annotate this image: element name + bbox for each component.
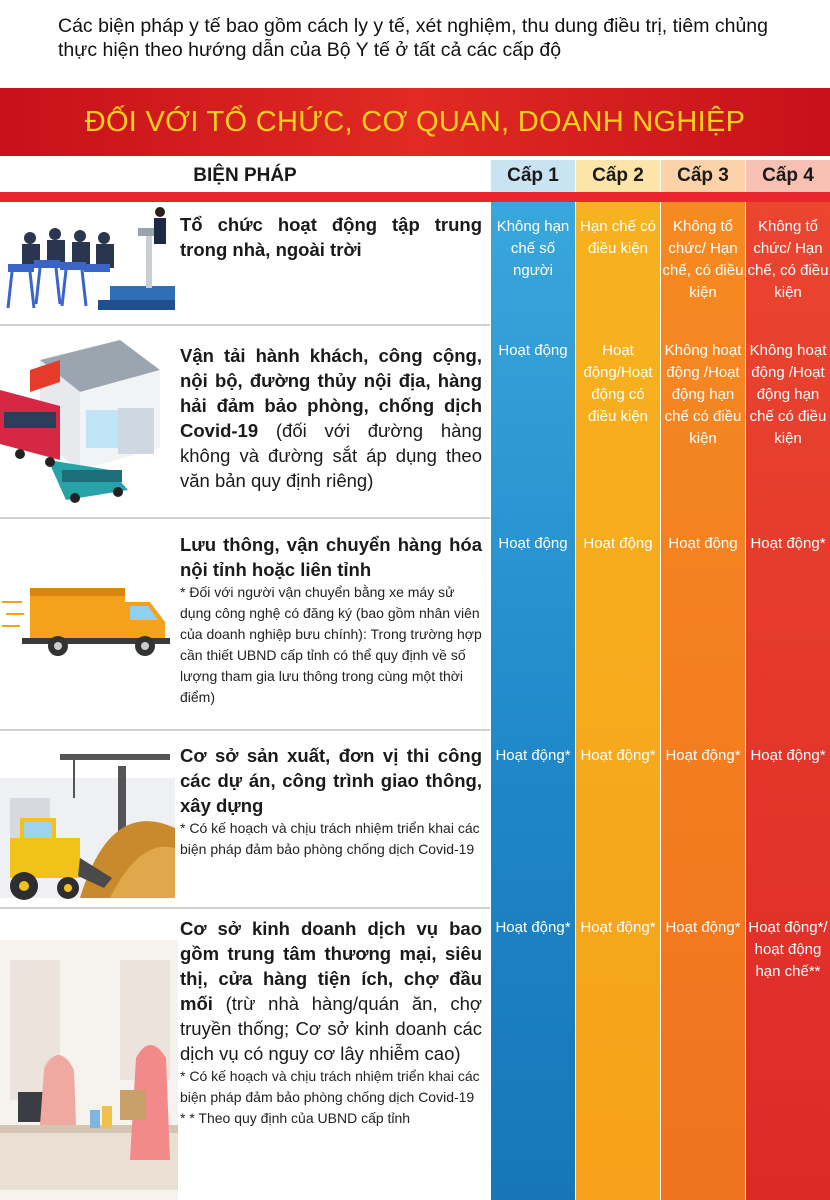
delivery-truck-illustration bbox=[0, 580, 175, 660]
level-4-header: Cấp 4 bbox=[746, 160, 830, 192]
row-5-level-3: Hoạt động* bbox=[665, 919, 741, 936]
level-2-header: Cấp 2 bbox=[576, 160, 660, 192]
row-3-level-2: Hoạt động bbox=[583, 535, 653, 552]
row-4-note: * Có kế hoạch và chịu trách nhiệm triển khai các biện pháp đảm bảo phòng chống dịch Covid-19 bbox=[180, 820, 480, 857]
banner-title: ĐỐI VỚI TỔ CHỨC, CƠ QUAN, DOANH NGHIỆP bbox=[84, 105, 746, 138]
row-2-detail: (đối với đường hàng không và đường sắt áp dụng theo văn bản quy định riêng) bbox=[180, 420, 482, 491]
row-3-level-1: Hoạt động bbox=[498, 535, 568, 552]
row-4-level-1: Hoạt động* bbox=[495, 747, 571, 764]
store-illustration bbox=[0, 920, 178, 1200]
row-5-level-1: Hoạt động* bbox=[495, 919, 571, 936]
construction-illustration bbox=[0, 738, 175, 903]
row-5-level-4: Hoạt động*/ hoạt động hạn chế** bbox=[748, 919, 828, 980]
row-4-level-2: Hoạt động* bbox=[580, 747, 656, 764]
row-2-level-4: Không hoạt động /Hoạt động hạn chế có điều kiện bbox=[749, 342, 827, 447]
row-3-title: Lưu thông, vận chuyển hàng hóa nội tỉnh hoặc liên tỉnh bbox=[180, 534, 482, 580]
row-1-description bbox=[180, 212, 482, 262]
row-2-level-2: Hoạt động/Hoạt động có điều kiện bbox=[583, 342, 653, 425]
row-5-detail: (trừ nhà hàng/quán ăn, chợ truyền thống; Cơ sở kinh doanh các dịch vụ có nguy cơ lây nhiễm cao) bbox=[180, 993, 482, 1064]
row-2-description bbox=[180, 343, 482, 493]
row-5-level-2: Hoạt động* bbox=[580, 919, 656, 936]
row-3-description bbox=[180, 532, 482, 708]
row-4-title: Cơ sở sản xuất, đơn vị thi công các dự án, công trình giao thông, xây dựng bbox=[180, 745, 482, 816]
row-3-note: * Đối với người vận chuyển bằng xe máy sử dụng công nghệ có đăng ký (bao gồm nhân viên của doanh nghiệp bưu chính): Trong trường hợp cần thiết UBND cấp tỉnh có thể quy định về số lượng tham gia lưu thông trong cùng một thời điểm) bbox=[180, 584, 482, 705]
row-1-level-3: Không tổ chức/ Hạn chế, có điều kiện bbox=[662, 218, 744, 301]
row-1-level-4: Không tổ chức/ Hạn chế, có điều kiện bbox=[747, 218, 829, 301]
row-4-description bbox=[180, 743, 482, 860]
row-5-description bbox=[180, 916, 482, 1129]
measure-header: BIỆN PHÁP bbox=[0, 160, 490, 192]
row-2-title: Vận tải hành khách, công cộng, nội bộ, đường thủy nội địa, hàng hải đảm bảo phòng, chống dịch Covid-19 bbox=[180, 345, 482, 441]
row-4-level-3: Hoạt động* bbox=[665, 747, 741, 764]
row-4-level-4: Hoạt động* bbox=[750, 747, 826, 764]
level-1-header: Cấp 1 bbox=[491, 160, 575, 192]
intro-text: Các biện pháp y tế bao gồm cách ly y tế, xét nghiệm, thu dung điều trị, tiêm chủng thực hiện theo hướng dẫn của Bộ Y tế ở tất cả các cấp độ bbox=[58, 15, 768, 61]
section-banner bbox=[0, 88, 830, 156]
row-1-title: Tổ chức hoạt động tập trung trong nhà, ngoài trời bbox=[180, 214, 482, 260]
row-1-level-1: Không hạn chế số người bbox=[496, 218, 570, 279]
row-2-level-1: Hoạt động bbox=[498, 342, 568, 359]
conference-illustration bbox=[0, 204, 175, 322]
row-3-level-4: Hoạt động* bbox=[750, 535, 826, 552]
row-3-level-3: Hoạt động bbox=[668, 535, 738, 552]
level-3-header: Cấp 3 bbox=[661, 160, 745, 192]
row-1-level-2: Hạn chế có điều kiện bbox=[580, 218, 656, 257]
row-5-note-1: * Có kế hoạch và chịu trách nhiệm triển khai các biện pháp đảm bảo phòng chống dịch Covid-19 bbox=[180, 1068, 480, 1105]
row-5-title: Cơ sở kinh doanh dịch vụ bao gồm trung tâm thương mại, siêu thị, cửa hàng tiện ích, chợ đầu mối bbox=[180, 918, 482, 1014]
row-5-note-2: * * Theo quy định của UBND cấp tỉnh bbox=[180, 1110, 411, 1126]
bus-station-illustration bbox=[0, 330, 175, 510]
row-2-level-3: Không hoạt động /Hoạt động hạn chế có điều kiện bbox=[664, 342, 742, 447]
